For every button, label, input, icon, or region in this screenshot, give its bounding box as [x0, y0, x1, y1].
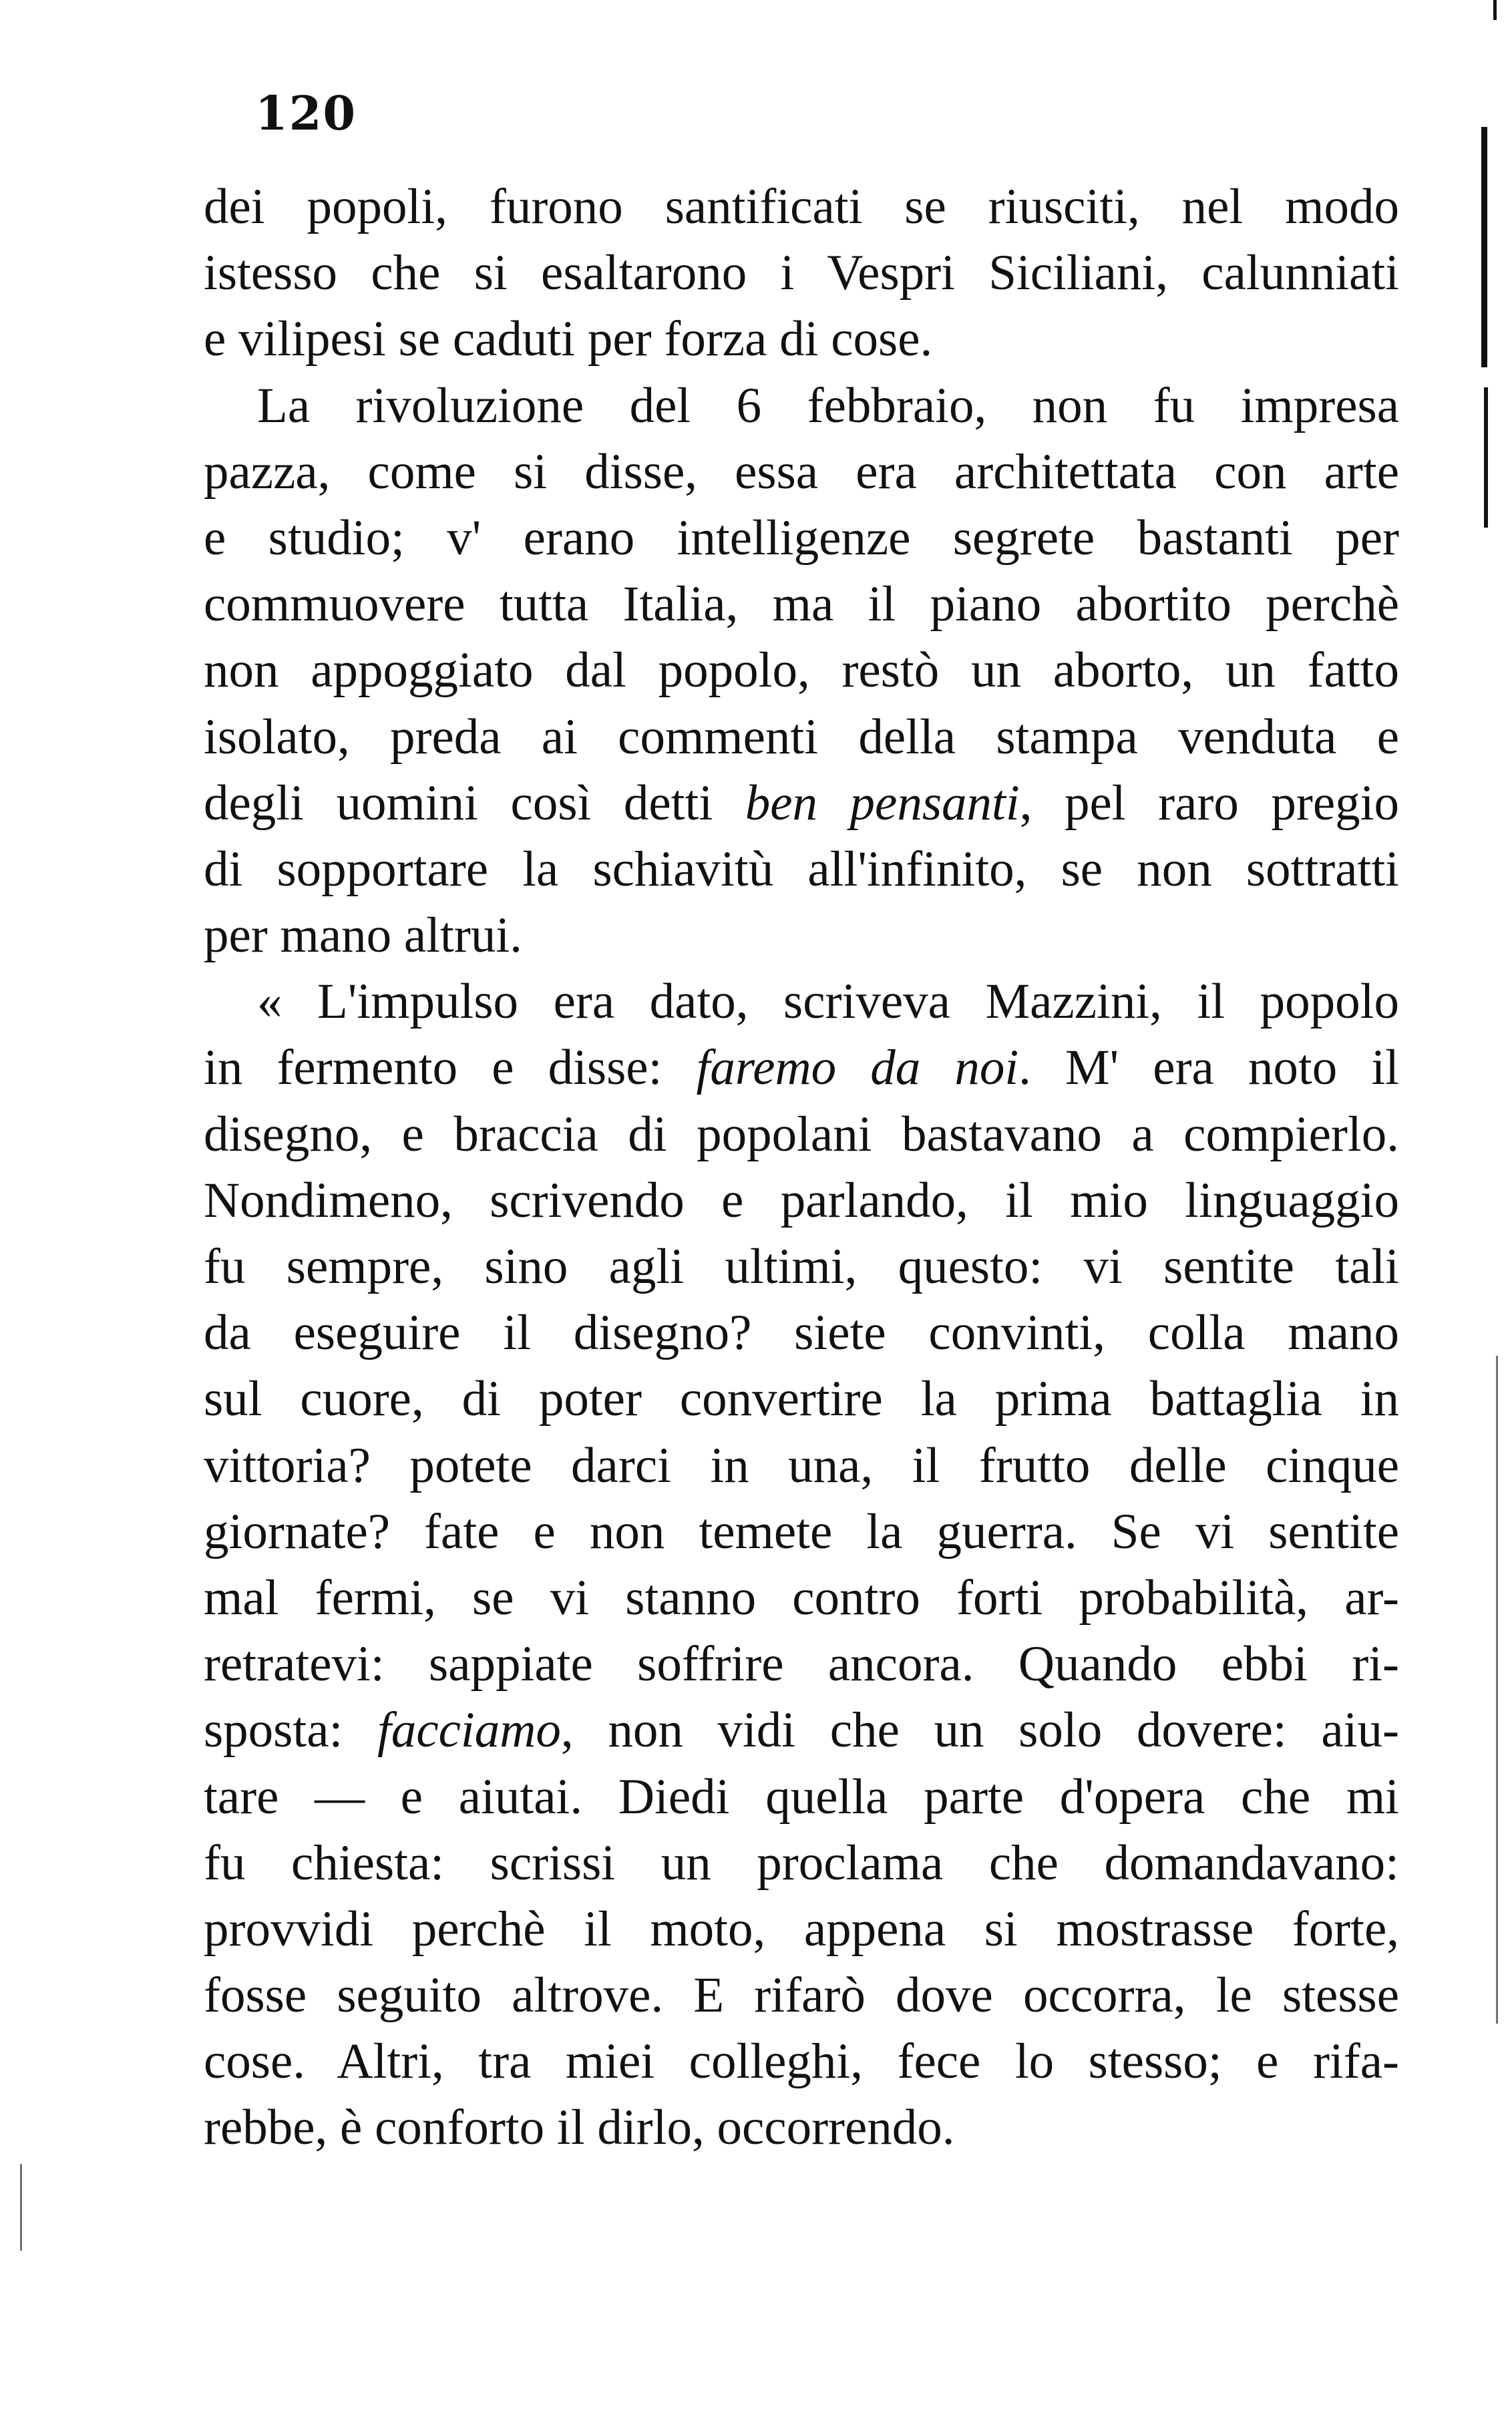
- text-line: [204, 1764, 1399, 1830]
- text-line: [204, 1631, 1399, 1697]
- italic-text: ben pensanti: [745, 775, 1020, 831]
- text-segment: in fermento e disse:: [204, 1040, 697, 1096]
- text-line: [204, 1167, 1399, 1234]
- text-line: [204, 1962, 1399, 2028]
- text-segment: isolato, preda ai commenti della stampa venduta e: [204, 709, 1399, 765]
- text-segment: di sopportare la schiavitù all'infinito, se non sottratti: [204, 841, 1399, 897]
- text-line: [204, 968, 1399, 1035]
- text-segment: sul cuore, di poter convertire la prima battaglia in: [204, 1371, 1399, 1427]
- text-line: [204, 373, 1399, 439]
- text-segment: retratevi: sappiate soffrire ancora. Quando ebbi ri-: [204, 1636, 1399, 1692]
- text-line: [204, 1697, 1399, 1763]
- text-segment: fosse seguito altrove. E rifarò dove occorra, le stesse: [204, 1968, 1399, 2024]
- text-line: [204, 1035, 1399, 1101]
- text-line: [204, 704, 1399, 770]
- text-line: [204, 1499, 1399, 1565]
- text-line: [204, 836, 1399, 902]
- text-segment: disegno, e braccia di popolani bastavano a compierlo.: [204, 1106, 1399, 1162]
- body-text: [204, 174, 1399, 2161]
- text-segment: tare — e aiutai. Diedi quella parte d'opera che mi: [204, 1769, 1399, 1825]
- text-segment: pazza, come si disse, essa era architettata con arte: [204, 443, 1399, 500]
- text-line: [204, 770, 1399, 836]
- text-line: [204, 306, 1399, 372]
- text-segment: fu sempre, sino agli ultimi, questo: vi sentite tali: [204, 1239, 1399, 1294]
- text-segment: da eseguire il disegno? siete convinti, colla mano: [204, 1305, 1399, 1361]
- text-segment: fu chiesta: scrissi un proclama che domandavano:: [204, 1835, 1399, 1891]
- scan-edge-mark: [1481, 127, 1487, 367]
- page-number: 120: [255, 85, 357, 141]
- text-segment: La rivoluzione del 6 febbraio, non fu impresa: [257, 377, 1399, 433]
- text-segment: per mano altrui.: [204, 908, 522, 964]
- text-segment: dei popoli, furono santificati se riusciti, nel modo: [204, 179, 1399, 234]
- text-segment: degli uomini così detti: [204, 775, 745, 831]
- scan-edge-mark: [1493, 0, 1497, 20]
- text-line: [204, 1433, 1399, 1499]
- scan-edge-mark: [20, 2164, 22, 2251]
- text-segment: istesso che si esaltarono i Vespri Siciliani, calunniati: [204, 245, 1399, 301]
- italic-text: facciamo: [377, 1702, 561, 1758]
- scan-edge-mark: [1484, 387, 1488, 528]
- text-line: [204, 1101, 1399, 1167]
- text-segment: vittoria? potete darci in una, il frutto delle cinque: [204, 1437, 1399, 1493]
- text-segment: cose. Altri, tra miei colleghi, fece lo stesso; e rifa-: [204, 2034, 1399, 2090]
- text-segment: , non vidi che un solo dovere: aiu-: [560, 1702, 1399, 1758]
- text-line: [204, 1234, 1399, 1300]
- text-segment: e studio; v' erano intelligenze segrete bastanti per: [204, 510, 1399, 566]
- text-segment: rebbe, è conforto il dirlo, occorrendo.: [204, 2100, 955, 2156]
- text-segment: commuovere tutta Italia, ma il piano abortito perchè: [204, 576, 1399, 632]
- text-line: [204, 240, 1399, 306]
- text-segment: provvidi perchè il moto, appena si mostrasse forte,: [204, 1901, 1399, 1957]
- text-line: [204, 505, 1399, 571]
- text-line: [204, 1300, 1399, 1366]
- italic-text: faremo da noi: [696, 1040, 1019, 1096]
- text-segment: mal fermi, se vi stanno contro forti probabilità, ar-: [204, 1569, 1399, 1626]
- text-line: [204, 1565, 1399, 1631]
- text-line: [204, 571, 1399, 637]
- text-line: [204, 1366, 1399, 1432]
- text-segment: e vilipesi se caduti per forza di cose.: [204, 311, 933, 367]
- text-segment: , pel raro pregio: [1019, 775, 1399, 831]
- text-line: [204, 439, 1399, 505]
- text-segment: non appoggiato dal popolo, restò un aborto, un fatto: [204, 642, 1399, 699]
- text-line: [204, 174, 1399, 240]
- text-line: [204, 2094, 1399, 2161]
- scan-edge-mark: [1496, 1356, 1498, 2024]
- text-segment: sposta:: [204, 1702, 377, 1758]
- text-line: [204, 902, 1399, 968]
- text-line: [204, 1830, 1399, 1896]
- text-segment: « L'impulso era dato, scriveva Mazzini, il popolo: [257, 974, 1399, 1030]
- text-segment: Nondimeno, scrivendo e parlando, il mio linguaggio: [204, 1172, 1399, 1228]
- text-line: [204, 637, 1399, 703]
- text-segment: giornate? fate e non temete la guerra. Se vi sentite: [204, 1503, 1399, 1559]
- text-line: [204, 2028, 1399, 2094]
- text-line: [204, 1896, 1399, 1962]
- text-segment: . M' era noto il: [1018, 1040, 1399, 1096]
